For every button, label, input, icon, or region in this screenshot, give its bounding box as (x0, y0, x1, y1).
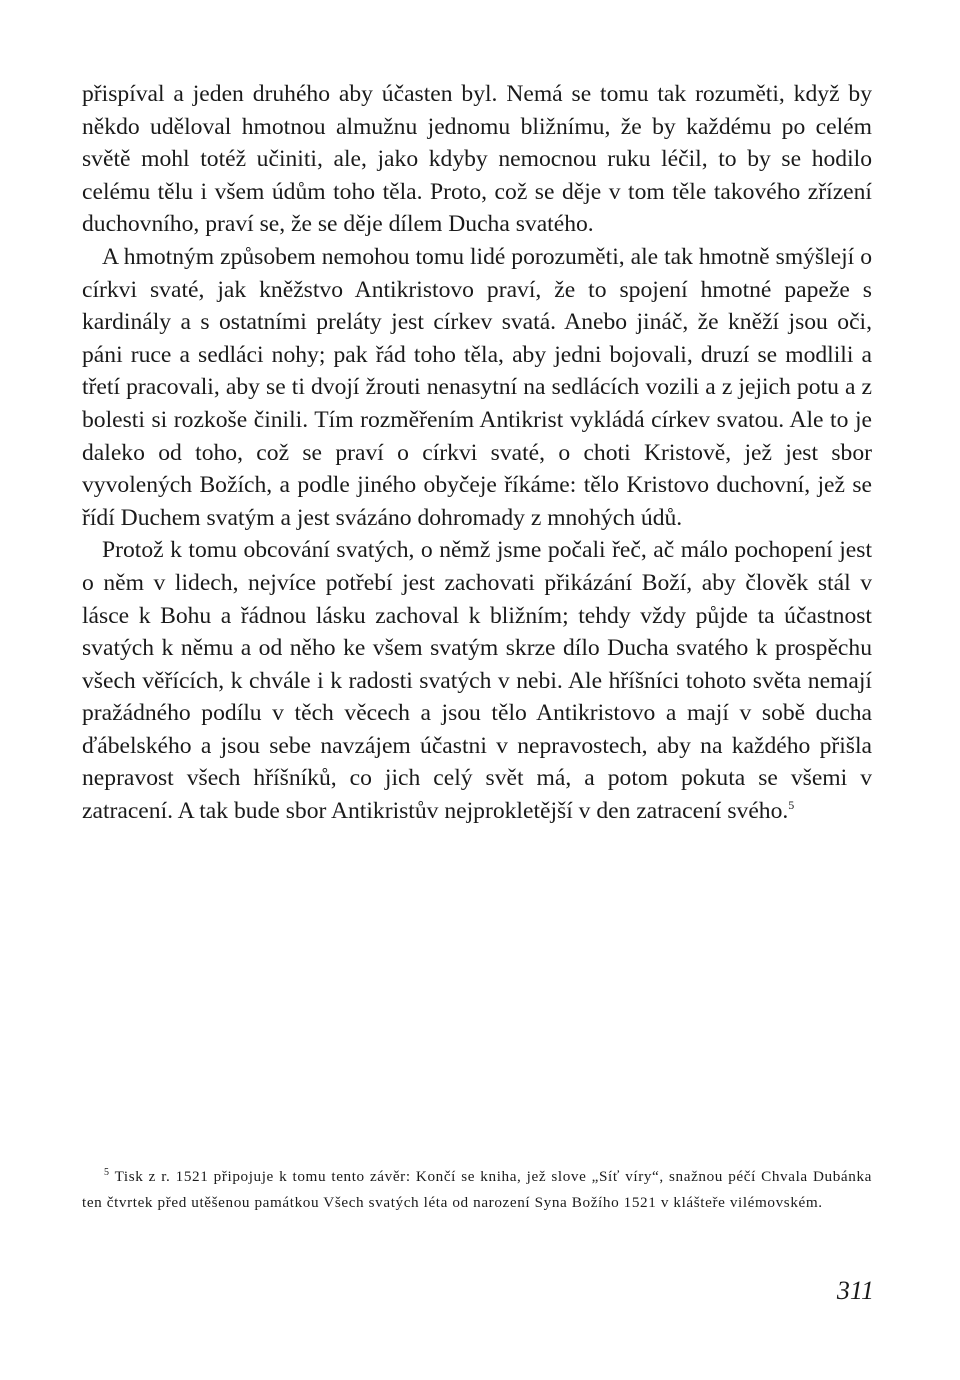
footnote-reference[interactable]: 5 (788, 798, 795, 813)
paragraph-2: A hmotným způsobem nemohou tomu lidé porozuměti, ale tak hmotně smýšlejí o církvi svaté, jak kněžstvo Antikristovo praví, že to spojení hmotné papeže s kardinály a s ostatními preláty jest církev svatá. Anebo jináč, že kněží jsou oči, páni ruce a sedláci nohy; pak řád toho těla, aby jedni bojovali, druzí se modlili a třetí pracovali, aby se ti dvojí žrouti nenasytní na sedlácích vozili a z jejich potu a z bolesti si rozkoše činili. Tím rozměřením Antikrist vykládá církev svatou. Ale to je daleko od toho, což se praví o církvi svaté, o choti Kristově, jež jest sbor vyvolených Božích, a podle jiného obyčeje říkáme: tělo Kristovo duchovní, jež se řídí Duchem svatým a jest svázáno dohromady z mnohých údů. (82, 243, 872, 531)
paragraph-3-text: Protož k tomu obcování svatých, o němž jsme počali řeč, ač málo pochopení jest o něm v lidech, nejvíce potřebí jest zachovati přikázání Boží, aby člověk stál v lásce k Bohu a řádnou lásku zachoval k bližním; tehdy vždy půjde ta účastnost svatých k němu a od něho ke všem svatým skrze dílo Ducha svatého k prospěchu všech věřících, k chvále i k radosti svatých v nebi. Ale hříšníci tohoto světa nemají pražádného podílu v těch věcech a jsou tělo Antikristovo a mají v sobě ducha ďábelského a jsou sebe navzájem účastni v nepravostech, aby na každého přišla nepravost všech hříšníků, co jich celý svět má, a potom pokuta se všemi v zatracení. A tak bude sbor Antikristův nejprokletější v den zatracení svého. (82, 537, 872, 825)
main-text (82, 78, 872, 828)
footnote-marker: 5 (104, 1167, 110, 1178)
paragraph-1: přispíval a jeden druhého aby účasten byl. Nemá se tomu tak rozuměti, když by někdo uděloval hmotnou almužnu jednomu bližnímu, že by každému po celém světě mohl totéž učiniti, ale, jako kdyby nemocnou ruku léčil, to by se hodilo celému tělu i všem údům toho těla. Proto, což se děje v tom těle takového zřízení duchovního, praví se, že se děje dílem Ducha svatého. (82, 81, 872, 238)
footnote (82, 1164, 872, 1216)
paragraph-3 (82, 534, 872, 827)
footnote-text: Tisk z r. 1521 připojuje k tomu tento závěr: Končí se kniha, jež slove „Síť víry“, snažnou péčí Chvala Dubánka ten čtvrtek před utěšenou památkou Všech svatých léta od narození Syna Božího 1521 v klášteře vilémovském. (82, 1168, 872, 1211)
page-number: 311 (836, 1276, 874, 1305)
